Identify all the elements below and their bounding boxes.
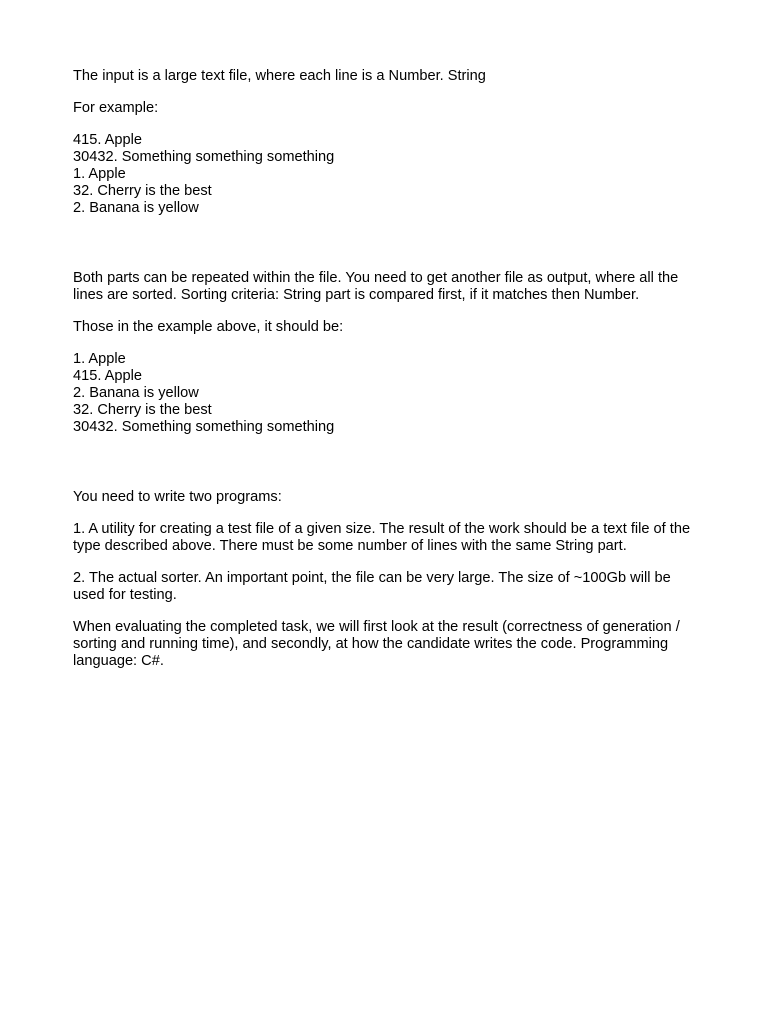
expected-label: Those in the example above, it should be: xyxy=(73,319,344,335)
programs-label: You need to write two programs: xyxy=(73,489,282,505)
list-item: 30432. Something something something xyxy=(73,419,335,435)
intro-paragraph: The input is a large text file, where each line is a Number. String xyxy=(73,68,486,84)
rules-paragraph: Both parts can be repeated within the file. You need to get another file as output, where all the lines are sorted. Sorting criteria: String part is compared first, if it matches then Number. xyxy=(73,270,679,303)
document-page xyxy=(73,68,703,685)
list-item: 32. Cherry is the best xyxy=(73,402,212,418)
list-item: 30432. Something something something xyxy=(73,149,335,165)
spacer xyxy=(73,451,703,489)
list-item: 415. Apple xyxy=(73,368,142,384)
list-item: 2. Banana is yellow xyxy=(73,385,199,401)
spacer xyxy=(73,232,703,270)
example-label: For example: xyxy=(73,100,159,116)
evaluation-paragraph: When evaluating the completed task, we will first look at the result (correctness of generation / sorting and running time), and secondly, at how the candidate writes the code. Programming language: C#. xyxy=(73,619,680,669)
output-example-list xyxy=(73,351,703,436)
program-2-paragraph: 2. The actual sorter. An important point, the file can be very large. The size of ~100Gb will be used for testing. xyxy=(73,570,671,603)
program-1-paragraph: 1. A utility for creating a test file of a given size. The result of the work should be a text file of the type described above. There must be some number of lines with the same String part. xyxy=(73,521,691,554)
list-item: 1. Apple xyxy=(73,166,126,182)
list-item: 32. Cherry is the best xyxy=(73,183,212,199)
list-item: 415. Apple xyxy=(73,132,142,148)
list-item: 2. Banana is yellow xyxy=(73,200,199,216)
list-item: 1. Apple xyxy=(73,351,126,367)
input-example-list xyxy=(73,132,703,217)
